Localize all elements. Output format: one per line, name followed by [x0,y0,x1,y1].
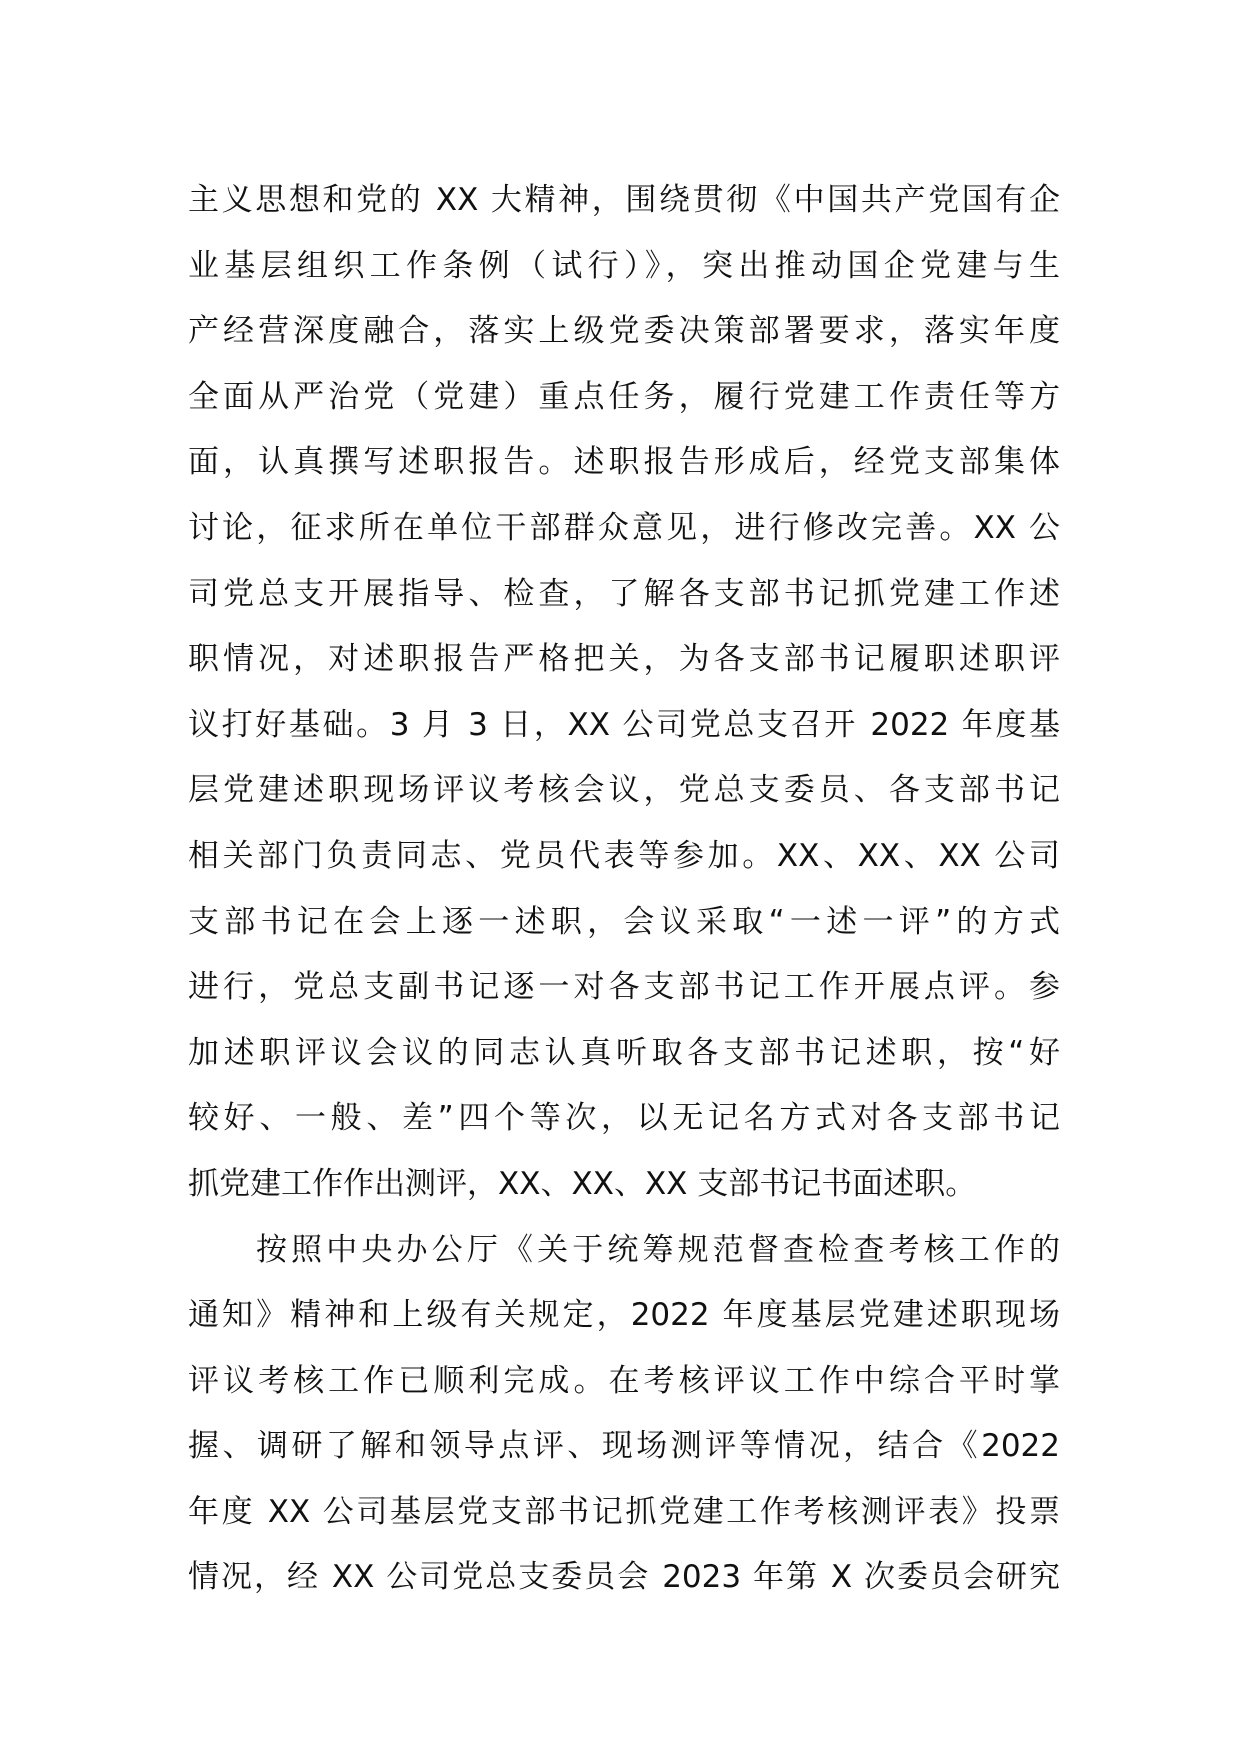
text-line: 加述职评议会议的同志认真听取各支部书记述职，按“好 [188,1034,1060,1071]
text-line: 议打好基础。3 月 3 日，XX 公司党总支召开 2022 年度基 [188,706,1060,743]
text-line: 较好、一般、差”四个等次，以无记名方式对各支部书记 [188,1100,1060,1137]
text-line: 评议考核工作已顺利完成。在考核评议工作中综合平时掌 [188,1362,1060,1399]
text-line: 职情况，对述职报告严格把关，为各支部书记履职述职评 [188,641,1060,678]
text-line: 面，认真撰写述职报告。述职报告形成后，经党支部集体 [188,444,1060,481]
text-line: 情况，经 XX 公司党总支委员会 2023 年第 X 次委员会研究 [188,1559,1060,1596]
text-line: 层党建述职现场评议考核会议，党总支委员、各支部书记 [188,772,1060,809]
text-line: 相关部门负责同志、党员代表等参加。XX、XX、XX 公司 [188,837,1060,874]
text-line: 年度 XX 公司基层党支部书记抓党建工作考核测评表》投票 [188,1493,1060,1530]
text-line: 通知》精神和上级有关规定，2022 年度基层党建述职现场 [188,1297,1060,1334]
text-line: 主义思想和党的 XX 大精神，围绕贯彻《中国共产党国有企 [188,182,1060,218]
paragraph-end-line: 抓党建工作作出测评，XX、XX、XX 支部书记书面述职。 [188,1165,977,1202]
text-line: 产经营深度融合，落实上级党委决策部署要求，落实年度 [188,313,1060,350]
paragraph-first-line: 按照中央办公厅《关于统筹规范督查检查考核工作的 [256,1231,1060,1268]
text-line: 司党总支开展指导、检查，了解各支部书记抓党建工作述 [188,575,1060,612]
text-line: 进行，党总支副书记逐一对各支部书记工作开展点评。参 [188,969,1060,1006]
text-line: 全面从严治党（党建）重点任务，履行党建工作责任等方 [188,378,1060,415]
body-text [188,168,1060,1611]
text-line: 握、调研了解和领导点评、现场测评等情况，结合《2022 [188,1428,1060,1465]
text-line: 讨论，征求所在单位干部群众意见，进行修改完善。XX 公 [188,509,1060,546]
text-line: 业基层组织工作条例（试行）》，突出推动国企党建与生 [188,247,1060,284]
text-line: 支部书记在会上逐一述职，会议采取“一述一评”的方式 [188,903,1060,940]
